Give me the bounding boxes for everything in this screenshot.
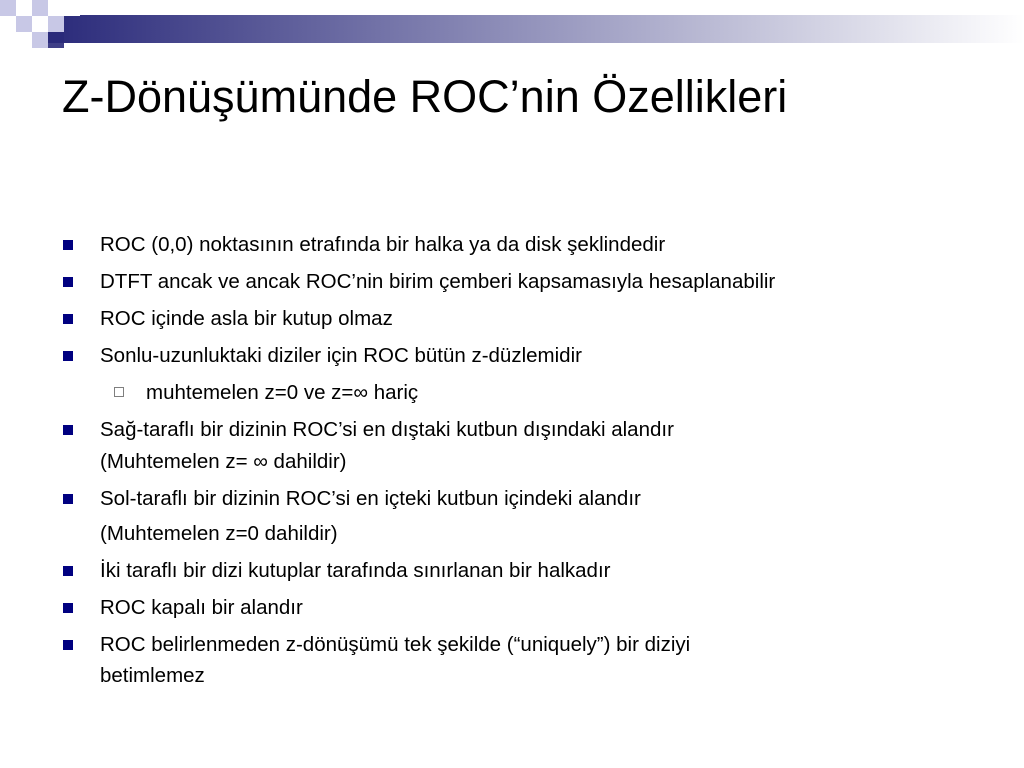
deco-square: [64, 0, 80, 16]
list-item-text: ROC (0,0) noktasının etrafında bir halka ya da disk şeklindedir: [100, 233, 666, 256]
list-item: [62, 629, 982, 692]
list-item-text: muhtemelen z=0 ve z=∞ hariç: [146, 381, 419, 404]
square-bullet-icon: [63, 314, 73, 324]
list-item-text: ROC kapalı bir alandır: [100, 595, 303, 619]
deco-square: [16, 0, 32, 16]
bullet-list: [62, 229, 982, 697]
sub-list-item: [62, 377, 982, 409]
deco-square: [0, 0, 16, 16]
list-item: [62, 592, 982, 624]
deco-square: [16, 32, 32, 48]
list-item: [62, 340, 982, 372]
square-bullet-icon: [63, 494, 73, 504]
square-bullet-icon: [63, 566, 73, 576]
accent-gradient-bar: [48, 15, 1024, 43]
list-item: [62, 229, 982, 261]
list-item-text: ROC içinde asla bir kutup olmaz: [100, 307, 393, 330]
list-item-text: Sağ-taraflı bir dizinin ROC’si en dıştaki kutbun dışındaki alandır: [100, 418, 674, 441]
deco-square: [48, 0, 64, 16]
list-item-text: DTFT ancak ve ancak ROC’nin birim çemberi kapsamasıyla hesaplanabilir: [100, 270, 776, 293]
list-item: [62, 414, 982, 477]
slide-title: Z-Dönüşümünde ROC’nin Özellikleri: [62, 71, 788, 122]
deco-square: [32, 32, 48, 48]
list-item: [62, 266, 982, 298]
list-item-text: Sol-taraflı bir dizinin ROC’si en içteki kutbun içindeki alandır: [100, 486, 641, 510]
list-item-text: (Muhtemelen z= ∞ dahildir): [100, 449, 347, 473]
list-item-text: ROC belirlenmeden z-dönüşümü tek şekilde (“uniquely”) bir diziyi: [100, 632, 691, 656]
deco-square: [48, 32, 64, 48]
decorative-header-graphic: [0, 0, 1024, 60]
square-bullet-icon: [63, 240, 73, 250]
list-item-text: betimlemez: [100, 664, 205, 687]
list-item-text: (Muhtemelen z=0 dahildir): [100, 521, 338, 545]
square-bullet-icon: [63, 640, 73, 650]
deco-square: [48, 16, 64, 32]
list-item: [62, 483, 982, 515]
deco-square: [32, 0, 48, 16]
deco-square: [16, 16, 32, 32]
square-bullet-icon: [63, 351, 73, 361]
square-bullet-icon: [63, 277, 73, 287]
list-item-text: İki taraflı bir dizi kutuplar tarafında sınırlanan bir halkadır: [100, 558, 611, 582]
hollow-square-bullet-icon: [114, 387, 124, 397]
list-item-text: Sonlu-uzunluktaki diziler için ROC bütün z-düzlemidir: [100, 344, 582, 367]
list-item: [62, 303, 982, 335]
list-continuation: [62, 518, 982, 550]
square-bullet-icon: [63, 603, 73, 613]
list-item: [62, 555, 982, 587]
square-bullet-icon: [63, 425, 73, 435]
